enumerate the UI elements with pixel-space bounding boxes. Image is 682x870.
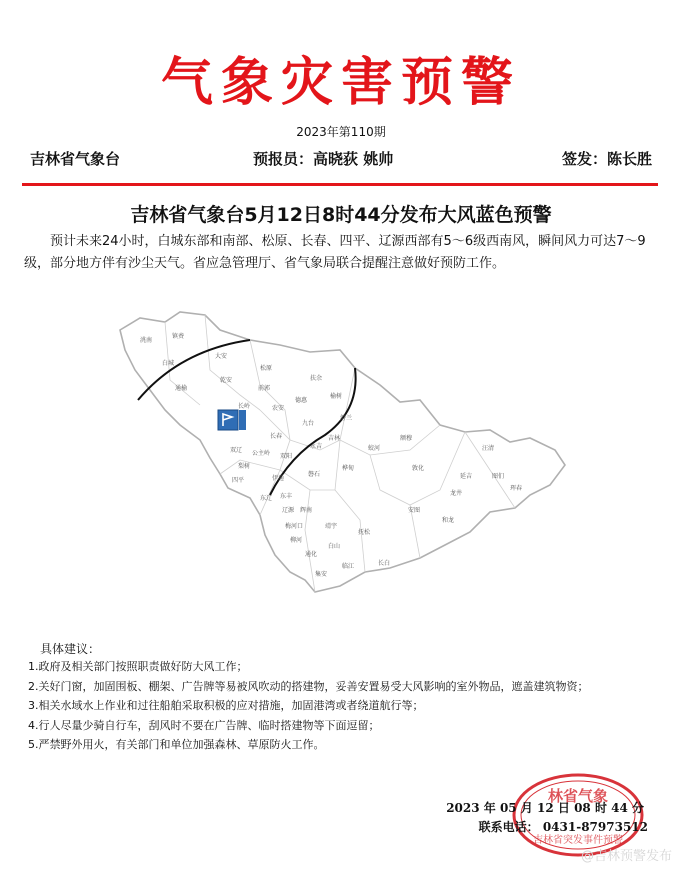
bulletin-body: 预计未来24小时，白城东部和南部、松原、长春、四平、辽源西部有5～6级西南风，瞬间风力可达7～9级，部分地方伴有沙尘天气。省应急管理厅、省气象局联合提醒注意做好预防工作。	[24, 234, 646, 271]
masthead-title: 气象灾害预警	[160, 52, 521, 113]
label-shuangliao: 双辽	[230, 447, 243, 454]
label-baishan: 白山	[328, 543, 341, 550]
label-yitong: 伊通	[272, 475, 285, 482]
label-jiaohe: 蛟河	[368, 445, 381, 452]
svg-text:吉林省突发事件预警: 吉林省突发事件预警	[533, 835, 623, 846]
label-wangqing: 汪清	[482, 445, 495, 452]
label-baicheng: 白城	[162, 360, 175, 367]
label-dongfeng: 东丰	[280, 493, 293, 500]
label-nongan: 农安	[272, 405, 285, 412]
label-qianan: 乾安	[220, 377, 233, 384]
label-siping: 四平	[232, 477, 245, 484]
advice-item: 4.行人尽量少骑自行车，刮风时不要在广告牌、临时搭建物等下面逗留；	[28, 718, 380, 732]
label-jingyu: 靖宇	[325, 523, 338, 530]
province-outline	[120, 312, 565, 592]
label-liaoyuan: 辽源	[282, 507, 295, 514]
label-longjing: 龙井	[450, 490, 463, 497]
label-songyuan: 松原	[260, 365, 273, 372]
issue-datetime: 2023 年 05 月 12 日 08 时 44 分	[446, 801, 644, 815]
label-shuangyang: 双阳	[280, 453, 293, 460]
advice-item: 1.政府及相关部门按照职责做好防大风工作；	[28, 660, 248, 673]
label-yongji: 永吉	[310, 443, 323, 450]
label-gongzhuling: 公主岭	[252, 450, 271, 457]
label-jian: 集安	[315, 571, 328, 578]
advice-list	[28, 657, 589, 755]
advice-item: 3.相关水域水上作业和过往船舶采取积极的应对措施，加固港湾或者绕道航行等；	[28, 699, 424, 713]
label-jiutai: 九台	[302, 420, 315, 427]
label-qianguo: 前郭	[258, 385, 271, 392]
label-linjiang: 临江	[342, 563, 355, 570]
label-huadian: 桦甸	[342, 465, 355, 472]
watermark: @吉林预警发布	[580, 849, 672, 864]
wind-warning-blue-icon	[218, 410, 246, 430]
bulletin-headline: 吉林省气象台5月12日8时44分发布大风蓝色预警	[130, 204, 552, 226]
label-changbai: 长白	[378, 560, 391, 567]
label-dehui: 德惠	[295, 397, 308, 404]
label-jilin: 吉林	[328, 435, 341, 442]
label-helong: 和龙	[442, 517, 455, 524]
header-divider	[22, 183, 658, 186]
contact-phone: 联系电话： 0431-87973512	[478, 820, 648, 834]
label-emu: 额穆	[400, 435, 413, 442]
label-changchun: 长春	[270, 433, 283, 440]
province-map	[110, 290, 580, 610]
label-yushu: 榆树	[330, 393, 343, 400]
label-fusong: 抚松	[358, 529, 371, 536]
label-fuyu: 扶余	[310, 375, 323, 382]
label-tonghua: 通化	[305, 551, 318, 558]
label-taonan: 洮南	[140, 337, 153, 344]
label-daan: 大安	[215, 353, 228, 360]
label-huinan: 辉南	[300, 507, 313, 514]
label-yanji: 延吉	[460, 473, 473, 480]
issue-number: 2023年第110期	[296, 125, 386, 139]
label-zhenlai: 镇赉	[172, 333, 185, 340]
label-antu: 安图	[408, 507, 421, 514]
reporters: 预报员：高晓荻 姚帅	[253, 150, 394, 168]
advice-item: 2.关好门窗，加固围板、棚架、广告牌等易被风吹动的搭建物，妥善安置易受大风影响的室外物品，遮盖建筑物资；	[28, 679, 589, 693]
label-meihekou: 梅河口	[285, 523, 304, 530]
svg-text:林省气象: 林省气象	[547, 787, 609, 805]
label-hunchun: 珲春	[510, 485, 523, 492]
label-tongyu: 通榆	[175, 385, 188, 392]
label-panshi: 磐石	[308, 471, 321, 478]
label-dunhua: 敦化	[412, 465, 425, 472]
label-dongliao: 东辽	[260, 495, 273, 502]
label-shulan: 舒兰	[340, 415, 353, 422]
label-changling: 长岭	[238, 403, 251, 410]
signer: 签发：陈长胜	[561, 150, 652, 168]
issuer: 吉林省气象台	[30, 150, 121, 168]
advice-item: 5.严禁野外用火，有关部门和单位加强森林、草原防火工作。	[28, 738, 325, 752]
advice-title: 具体建议：	[40, 642, 101, 656]
label-liuhe: 柳河	[290, 537, 303, 544]
label-lishu: 梨树	[238, 463, 251, 470]
label-tumen: 图们	[492, 473, 505, 480]
